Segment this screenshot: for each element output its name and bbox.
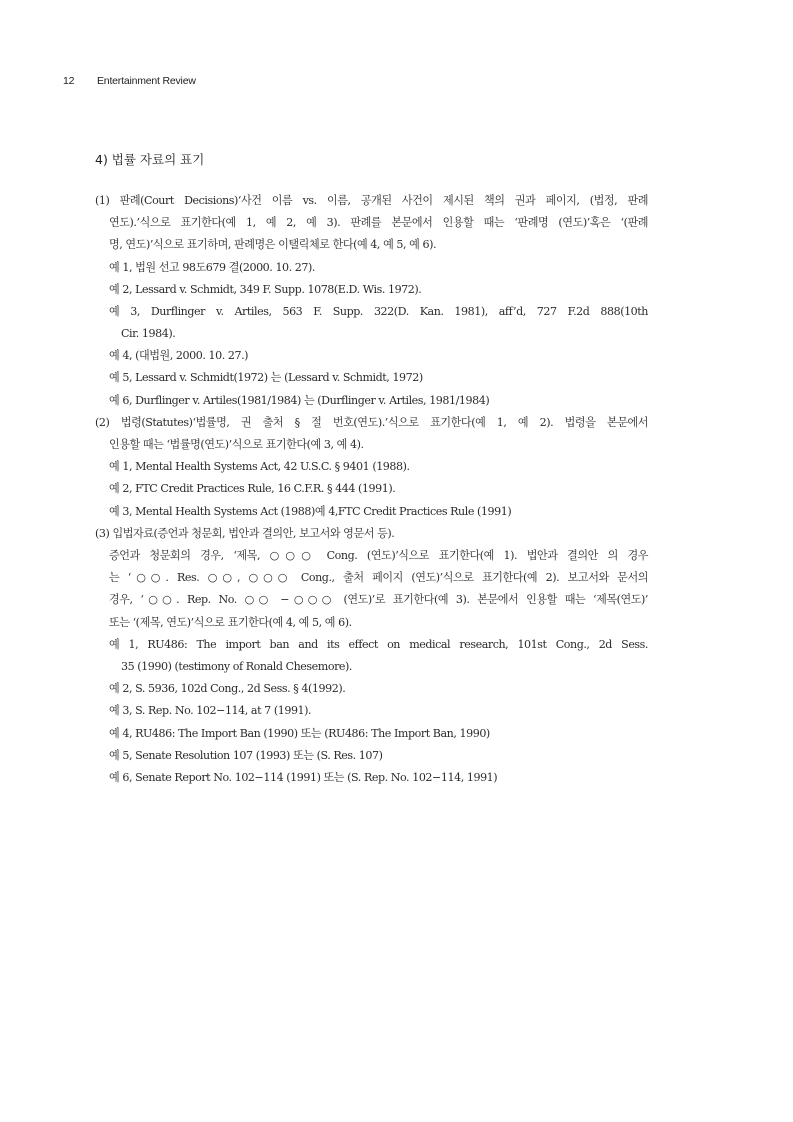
body-line: 예 5, Senate Resolution 107 (1993) 또는 (S. Res. 107) [109,749,383,762]
body-line: Cir. 1984). [121,327,176,340]
body-line: 경우, ‘○○. Rep. No. ○○ −○○○ (연도)’로 표기한다(예 3). 본문에서 인용할 때는 ‘제목(연도)’ [109,593,648,606]
body-line: (2) 법령(Statutes)‘법률명, 권 출처 § 절 번호(연도).’식으로 표기한다(예 1, 예 2). 법령을 본문에서 [95,416,648,429]
body-line: 예 2, Lessard v. Schmidt, 349 F. Supp. 1078(E.D. Wis. 1972). [109,283,422,296]
body-line: 는 ‘○○. Res. ○○, ○○○ Cong., 출처 페이지 (연도)’식으로 표기한다(예 2). 보고서와 문서의 [109,571,648,584]
running-header [63,75,196,87]
body-line: 예 4, RU486: The Import Ban (1990) 또는 (RU486: The Import Ban, 1990) [109,727,490,740]
body-line: 예 6, Durflinger v. Artiles(1981/1984) 는 (Durflinger v. Artiles, 1981/1984) [109,394,490,407]
body-line: 예 3, S. Rep. No. 102−114, at 7 (1991). [109,704,312,717]
body-line: (3) 입법자료(증언과 청문회, 법안과 결의안, 보고서와 영문서 등). [95,527,395,540]
body-line: 예 3, Mental Health Systems Act (1988)예 4,FTC Credit Practices Rule (1991) [109,505,512,518]
body-line: 명, 연도)’식으로 표기하며, 판례명은 이탤릭체로 한다(예 4, 예 5, 예 6). [109,238,437,251]
journal-title: Entertainment Review [97,75,196,87]
body-line: 예 2, FTC Credit Practices Rule, 16 C.F.R. § 444 (1991). [109,482,396,495]
body-line: 예 4, (대법원, 2000. 10. 27.) [109,349,249,362]
body-line: 예 5, Lessard v. Schmidt(1972) 는 (Lessard v. Schmidt, 1972) [109,371,423,384]
body-line: 예 3, Durflinger v. Artiles, 563 F. Supp. 322(D. Kan. 1981), aff’d, 727 F.2d 888(10th [109,305,648,318]
body-line: 예 6, Senate Report No. 102−114 (1991) 또는 (S. Rep. No. 102−114, 1991) [109,771,498,784]
body-line: (1) 판례(Court Decisions)‘사건 이름 vs. 이름, 공개된 사건이 제시된 책의 권과 페이지, (법정, 판례 [95,194,648,207]
body-line: 예 1, 법원 선고 98도679 결(2000. 10. 27). [109,261,315,274]
section-title: 4) 법률 자료의 표기 [95,152,205,167]
body-line: 인용할 때는 ‘법률명(연도)’식으로 표기한다(예 3, 예 4). [109,438,364,451]
body-line: 증언과 청문회의 경우, ‘제목, ○○○ Cong. (연도)’식으로 표기한다(예 1). 법안과 결의안 의 경우 [109,549,648,562]
body-line: 예 1, RU486: The import ban and its effect on medical research, 101st Cong., 2d Sess. [109,638,648,651]
page-number: 12 [63,75,75,87]
body-line: 또는 ‘(제목, 연도)’식으로 표기한다(예 4, 예 5, 예 6). [109,616,352,629]
body-line: 예 2, S. 5936, 102d Cong., 2d Sess. § 4(1992). [109,682,346,695]
body-line: 35 (1990) (testimony of Ronald Chesemore). [121,660,353,673]
body-line: 예 1, Mental Health Systems Act, 42 U.S.C. § 9401 (1988). [109,460,410,473]
body-line: 연도).’식으로 표기한다(예 1, 예 2, 예 3). 판례를 본문에서 인용할 때는 ‘판례명 (연도)’혹은 ‘(판례 [109,216,648,229]
